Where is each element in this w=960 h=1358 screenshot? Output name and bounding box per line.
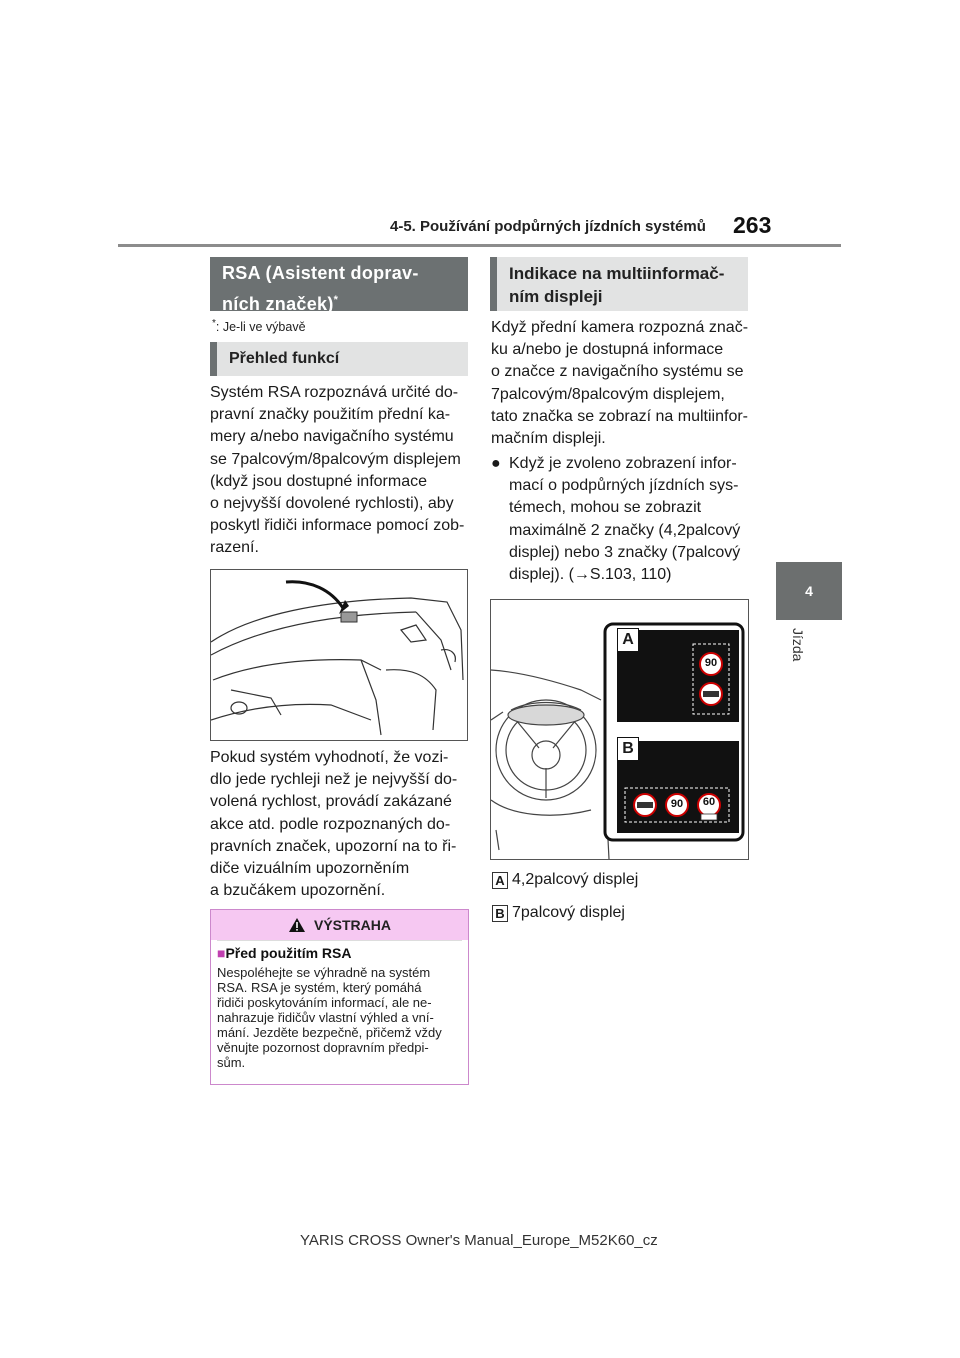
bullet-dot-icon: ●: [491, 455, 501, 472]
legend-item-a: [492, 871, 638, 889]
footer-text: YARIS CROSS Owner's Manual_Europe_M52K60_cz: [300, 1232, 658, 1249]
multiinfo-section-heading: [490, 257, 748, 311]
warning-triangle-icon: [288, 917, 306, 933]
overview-subheading: Přehled funkcí: [210, 342, 468, 376]
rsa-heading-line2: ních značek)*: [222, 294, 339, 314]
display-bullet-item: ● Když je zvoleno zobrazení infor- mací o podpůrných jízdních sys- témech, mohou se zobrazit maximálně 2 značky (4,2palcový displej) nebo 3 značky (7palcový displej). (→S.103, 110): [491, 455, 741, 584]
rsa-heading-asterisk: *: [333, 294, 339, 306]
warning-label: VÝSTRAHA: [313, 917, 391, 933]
multiinfo-display-illustration: [490, 599, 749, 860]
car-front-view-image: [211, 570, 467, 740]
chapter-label: Jízda: [790, 628, 806, 662]
header-section-title: 4-5. Používání podpůrných jízdních systémů: [390, 218, 706, 235]
speed-sign-b-90: 90: [670, 798, 684, 810]
rsa-description: Systém RSA rozpoznává určité do- pravní značky použitím přední ka- mery a/nebo navigačního systému se 7palcovým/8palcovým displejem (když jsou dostupné informace o nejvyšší dovolené rychlosti), aby poskytl řidiči informace pomocí zob- razení.: [210, 384, 465, 557]
footnote: *: Je-li ve výbavě: [212, 318, 306, 335]
chapter-number: 4: [805, 583, 813, 599]
display-label-b: B: [617, 737, 639, 761]
header-divider: [118, 244, 841, 247]
warning-box: [210, 909, 469, 1085]
page-number: 263: [733, 212, 772, 238]
speed-sign-b-60: 60: [702, 796, 716, 808]
legend-text-a: 4,2palcový displej: [512, 871, 639, 888]
multiinfo-heading-line1: Indikace na multiinformač-: [509, 264, 725, 283]
legend-letter-a: A: [492, 872, 508, 889]
chapter-tab: [776, 562, 842, 620]
rsa-section-heading: [210, 257, 468, 314]
warning-header: [211, 910, 468, 940]
speed-sign-a-90: 90: [704, 657, 718, 669]
warning-title: ■Před použitím RSA: [217, 945, 352, 961]
multiinfo-heading-line2: ním displeji: [509, 287, 603, 306]
legend-item-b: [492, 904, 625, 922]
rsa-warning-description: Pokud systém vyhodnotí, že vozi- dlo jede rychleji než je nejvyšší do- volená rychlost, provádí zakázané akce atd. podle rozpoznaných do- pravních značek, upozorní na to ři- diče vizuálním upozorněním a bzučákem upozornění.: [210, 749, 458, 900]
multiinfo-description: Když přední kamera rozpozná znač- ku a/nebo je dostupná informace o značce z navigačního systému se 7palcovým/8palcovým displejem, tato značka se zobrazí na multiinfor- mačním displeji.: [491, 319, 749, 448]
car-camera-illustration: [210, 569, 468, 741]
display-label-a: A: [617, 628, 639, 652]
legend-letter-b: B: [492, 905, 508, 922]
warning-body: Nespoléhejte se výhradně na systém RSA. RSA je systém, který pomáhá řidiči poskytováním informací, ale ne- nahrazuje řidičův vlastní výhled a vní- mání. Jezděte bezpečně, přičemž vždy věnujte pozornost dopravním předpi- sům.: [217, 965, 442, 1070]
legend-text-b: 7palcový displej: [512, 904, 625, 921]
rsa-heading-line1: RSA (Asistent doprav-: [222, 263, 419, 283]
